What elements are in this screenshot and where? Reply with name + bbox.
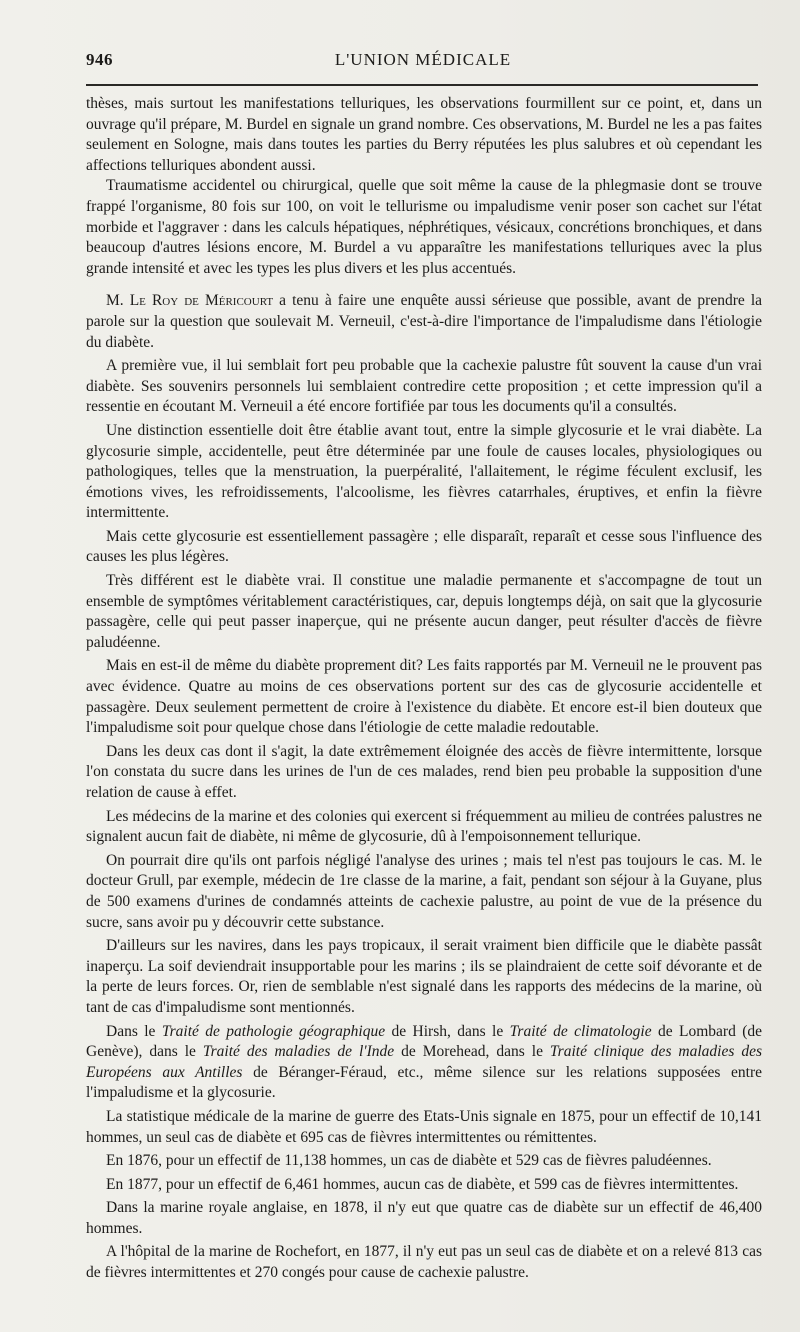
paragraph: Mais cette glycosurie est essentiellement passagère ; elle disparaît, reparaît et cesse sous l'influence des causes les plus légères. (86, 527, 762, 566)
paragraph: Traumatisme accidentel ou chirurgical, quelle que soit même la cause de la phlegmasie dont se trouve frappé l'organisme, 80 fois sur 100, on voit le tellurisme ou impaludisme venir poser son cachet sur l'état morbide et l'aggraver : dans les calculs hépatiques, néphrétiques, vésicaux, concrétions bronchiques, et dans beaucoup d'autres lésions encore, M. Burdel a vu apparaître les manifestations telluriques avec la plus grande intensité et avec les types les plus divers et les plus accentués. (86, 177, 762, 277)
paragraph: Très différent est le diabète vrai. Il constitue une maladie permanente et s'accompagne de tout un ensemble de symptômes véritablement caractéristiques, car, depuis longtemps déjà, on sait que la glycosurie passagère, celle qui peut passer inaperçue, qui ne présente aucun danger, peut résulter d'accès de fièvre paludéenne. (86, 572, 762, 651)
paragraph-text: a tenu à faire une enquête aussi sérieuse que possible, avant de prendre la parole sur la question que soulevait M. Verneuil, c'est-à-dire l'importance de l'impaludisme dans l'étiologie du diabète. (86, 292, 763, 351)
paragraph (86, 291, 762, 353)
running-title: L'UNION MÉDICALE (334, 50, 512, 69)
paragraph (86, 1022, 762, 1104)
book-title: Traité de climatologie (509, 1022, 652, 1040)
paragraph: Mais en est-il de même du diabète proprement dit? Les faits rapportés par M. Verneuil ne le prouvent pas avec évidence. Quatre au moins de ces observations portent sur des cas de glycosurie accidentelle et passagère. Deux seulement permettent de croire à l'existence du diabète. Et encore est-il bien douteux que l'impaludisme soit pour quelque chose dans l'étiologie de cette maladie redoutable. (86, 657, 762, 737)
book-title: Traité des maladies de l'Inde (202, 1043, 395, 1061)
page-number: 946 (86, 50, 113, 69)
paragraph: Les médecins de la marine et des colonies qui exercent si fréquemment au milieu de contrées palustres ne signalent aucun fait de diabète, ni même de glycosurie, dû à l'empoisonnement tellurique. (86, 807, 762, 846)
paragraph: En 1876, pour un effectif de 11,138 hommes, un cas de diabète et 529 cas de fièvres paludéennes. (106, 1152, 712, 1170)
paragraph-text: de Hirsh, dans le (385, 1022, 510, 1040)
paragraph: En 1877, pour un effectif de 6,461 hommes, aucun cas de diabète, et 599 cas de fièvres intermittentes. (106, 1175, 739, 1193)
paragraph: A première vue, il lui semblait fort peu probable que la cachexie palustre fût souvent la cause d'un vrai diabète. Ses souvenirs personnels lui semblaient contredire cette proposition ; et cette impression qu'il a ressentie en écoutant M. Verneuil a été encore fortifiée par tous les documents qu'il a consultés. (86, 357, 762, 416)
header-rule (86, 84, 758, 86)
paragraph: La statistique médicale de la marine de guerre des Etats-Unis signale en 1875, pour un effectif de 10,141 hommes, un seul cas de diabète et 695 cas de fièvres intermittentes ou rémittentes. (86, 1107, 762, 1146)
book-title: Traité de pathologie géographique (161, 1022, 386, 1040)
paragraph-text: Dans le (106, 1022, 162, 1040)
paragraph: D'ailleurs sur les navires, dans les pays tropicaux, il serait vraiment bien difficile que le diabète passât inaperçu. La soif deviendrait insupportable pour les marins ; ils se plaindraient de cette soif dévorante et de la perte de leurs forces. Or, rien de semblable n'est signalé dans les rapports des médecins de la marine, où tant de cas d'impaludisme sont mentionnés. (86, 937, 762, 1016)
book-title: Traité clinique des maladies des Européens aux Antilles (86, 1043, 763, 1081)
paragraph-text: de Morehead, dans le (394, 1043, 550, 1061)
paragraph: A l'hôpital de la marine de Rochefort, en 1877, il n'y eut pas un seul cas de diabète et on a relevé 813 cas de fièvres intermittentes et 270 congés pour cause de cachexie palustre. (86, 1243, 762, 1282)
body-text (86, 94, 762, 1284)
paragraph: Dans la marine royale anglaise, en 1878, il n'y eut que quatre cas de diabète sur un effectif de 46,400 hommes. (86, 1199, 762, 1237)
paragraph-text: de Béranger-Féraud, etc., même silence sur les relations supposées entre l'impaludisme et la glycosurie. (86, 1063, 762, 1102)
paragraph: Dans les deux cas dont il s'agit, la date extrêmement éloignée des accès de fièvre intermittente, lorsque l'on constata du sucre dans les urines de l'un de ces malades, rend bien peu probable la supposition d'une relation de cause à effet. (86, 742, 762, 801)
speaker-name: M. Le Roy de Méricourt (106, 292, 274, 310)
paragraph: Une distinction essentielle doit être établie avant tout, entre la simple glycosurie et le vrai diabète. La glycosurie simple, accidentelle, peut être déterminée par une foule de causes locales, physiologiques ou pathologiques, telles que la menstruation, la puerpéralité, l'allaitement, le régime féculent exclusif, les émotions vives, les refroidissements, l'alcoolisme, les fièvres catarrhales, éruptives, et enfin la fièvre intermittente. (86, 421, 762, 522)
paragraph-text: de Lombard (de Genève), dans le (86, 1022, 763, 1061)
paragraph: On pourrait dire qu'ils ont parfois négligé l'analyse des urines ; mais tel n'est pas toujours le cas. M. le docteur Grull, par exemple, médecin de 1re classe de la marine, a fait, pendant son séjour à la Guyane, plus de 500 examens d'urines de condamnés atteints de cachexie palustre, au point de vue de la présence du sucre, sans avoir pu y découvrir cette substance. (86, 851, 762, 931)
page-header (86, 50, 760, 74)
paragraph: thèses, mais surtout les manifestations telluriques, les observations fourmillent sur ce point, et, dans un ouvrage qu'il prépare, M. Burdel en signale un grand nombre. Ces observations, M. Burdel ne les a pas faites seulement en Sologne, mais dans toutes les parties du Berry réputées les plus salubres et où cependant les affections telluriques abondent aussi. (86, 95, 762, 174)
